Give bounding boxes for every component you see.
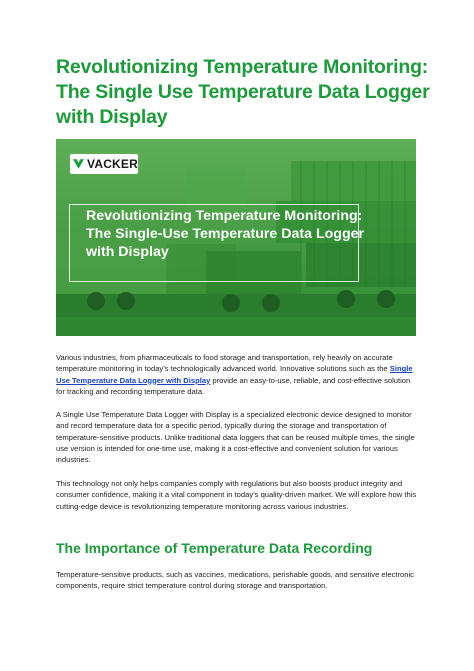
paragraph-intro-end: provide an easy-to-use, reliable, and cost-effective solution for tracking and recording temperature data. xyxy=(56,375,411,396)
paragraph-intro xyxy=(56,352,418,397)
banner-headline: Revolutionizing Temperature Monitoring: The Single-Use Temperature Data Logger with Display xyxy=(86,208,365,260)
paragraph-benefits: This technology not only helps companies comply with regulations but also boosts product integrity and consumer confidence, making it a vital component in today’s quality-driven market. We will explore how this cutting-edge device is revolutionizing temperature monitoring across various industries. xyxy=(56,479,417,511)
vacker-logo-icon xyxy=(73,158,84,170)
vacker-logo xyxy=(70,154,138,174)
document-title: Revolutionizing Temperature Monitoring: The Single Use Temperature Data Logger with Display xyxy=(56,56,430,128)
section-heading: The Importance of Temperature Data Recording xyxy=(56,540,373,556)
paragraph-intro-start: Various industries, from pharmaceuticals to food storage and transportation, rely heavily on accurate temperature monitoring in today’s technologically advanced world. Innovative solutions such as the xyxy=(56,353,393,374)
product-link[interactable]: Single Use Temperature Data Logger with Display xyxy=(56,364,413,385)
paragraph-importance: Temperature-sensitive products, such as vaccines, medications, perishable goods, and sensitive electronic components, require strict temperature control during storage and transportation. xyxy=(56,570,414,591)
hero-banner xyxy=(56,139,416,336)
logo-text: VACKER xyxy=(87,157,138,171)
paragraph-definition: A Single Use Temperature Data Logger with Display is a specialized electronic device designed to monitor and record temperature data for a specific period, typically during the storage and transportation of temperature-sensitive products. Unlike traditional data loggers that can be reused multiple times, the single use version is intended for one-time use, making it a cost-effective and convenient solution for various industries. xyxy=(56,410,415,465)
